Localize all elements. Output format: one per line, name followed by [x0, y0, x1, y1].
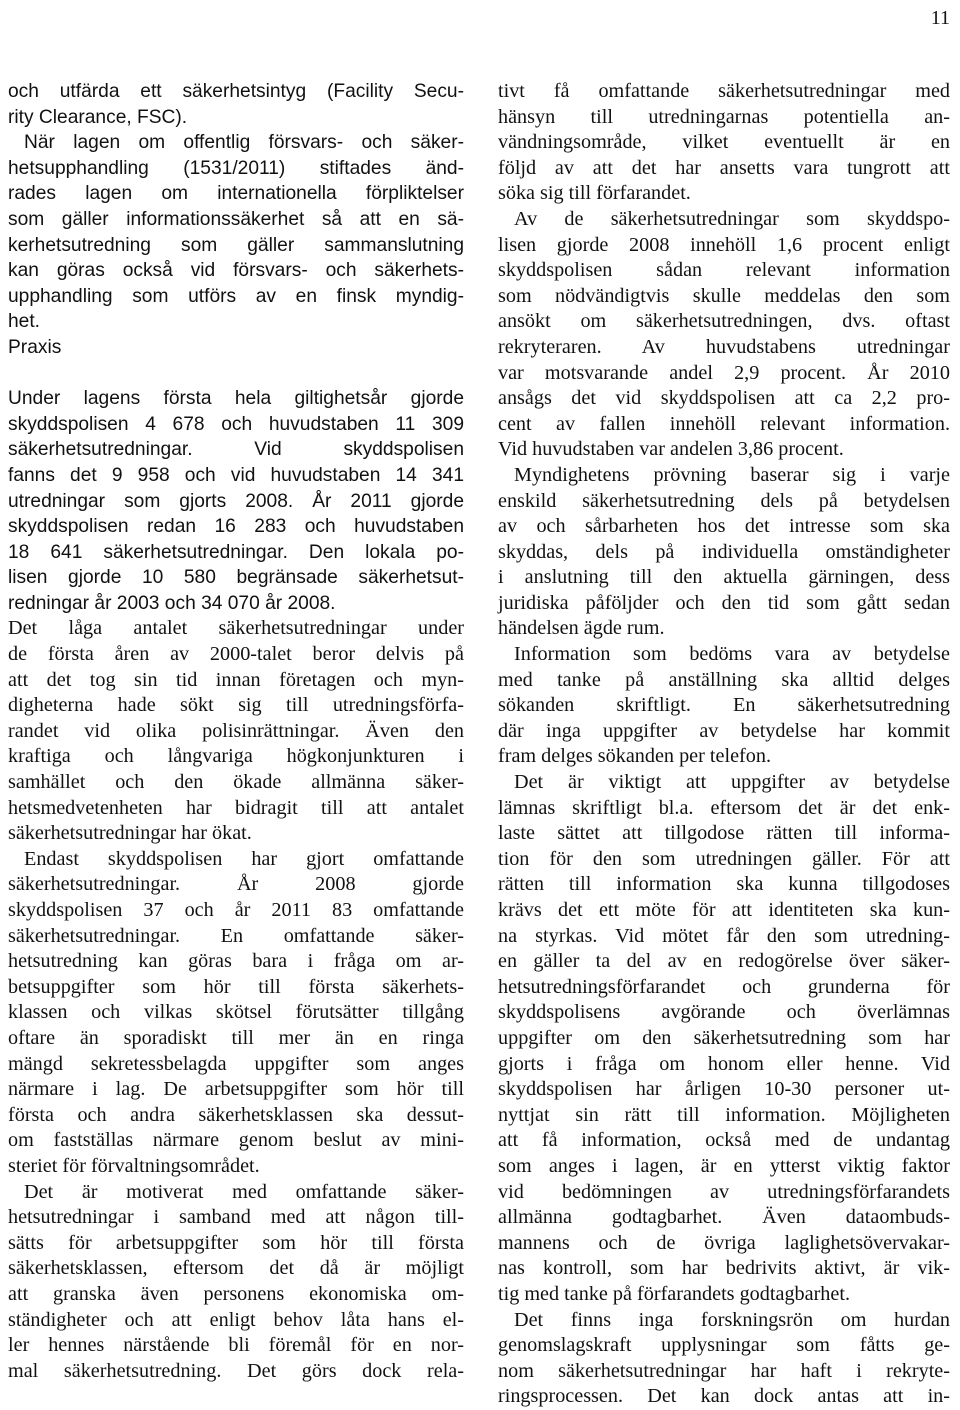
text-line: säkerhetsutredningar. Vid skyddspolisen — [8, 439, 464, 461]
text-line: rades lagen om internationella förpliktelser — [8, 183, 464, 205]
text-line: klassen och vilkas skötsel förutsätter tillgång — [8, 1001, 464, 1024]
text-line: närmare i lag. De arbetsuppgifter som hör till — [8, 1078, 464, 1101]
text-line: ansågs det vid skyddspolisen att ca 2,2 pro- — [498, 387, 950, 410]
text-line: rekryteraren. Av huvudstabens utredningar — [498, 335, 950, 358]
text-line: betsuppgifter som hör till första säkerhets- — [8, 975, 464, 998]
paragraph-spacer — [8, 361, 464, 387]
text-line: att det tog sin tid innan företagen och myn- — [8, 668, 464, 691]
text-line: där inga uppgifter av betydelse har kommit — [498, 719, 950, 742]
text-line: mal säkerhetsutredning. Det görs dock rela- — [8, 1359, 464, 1382]
text-line: i anslutning till den aktuella gärningen, dess — [498, 566, 950, 589]
text-line: Myndighetens prövning baserar sig i varje — [514, 463, 950, 486]
text-line: oftare än sporadiskt till mer än en ringa — [8, 1026, 464, 1049]
text-line: om fastställas närmare genom beslut av mini- — [8, 1129, 464, 1152]
text-line: randet vid olika polisinrättningar. Även den — [8, 719, 464, 742]
text-line: kraftiga och långvariga högkonjunkturen i — [8, 745, 464, 768]
text-line: steriet för förvaltningsområdet. — [8, 1154, 260, 1177]
text-line: ringsprocessen. Det kan dock antas att in- — [498, 1385, 950, 1408]
text-line: utredningar som gjorts 2008. År 2011 gjorde — [8, 490, 464, 512]
text-line: cent av fallen innehöll relevant information. — [498, 412, 950, 435]
text-line: som gäller informationssäkerhet så att en sä- — [8, 208, 464, 230]
text-line: vid bedömningen av utredningsförfarandets — [498, 1180, 950, 1203]
text-line: krävs det ett möte för att identiteten ska kun- — [498, 899, 950, 921]
text-line: tivt få omfattande säkerhetsutredningar med — [498, 80, 950, 102]
text-line: hetsmedvetenheten har bidragit till att antalet — [8, 796, 464, 819]
text-line: Under lagens första hela giltighetsår gjorde — [8, 388, 464, 410]
text-line: uppgifter om den säkerhetsutredning som har — [498, 1026, 950, 1049]
text-line: rity Clearance, FSC). — [8, 106, 188, 128]
text-line: Det är viktigt att uppgifter av betydelse — [514, 771, 950, 794]
text-line: na styrkas. Vid mötet får den som utredning- — [498, 924, 950, 947]
text-line: att få information, också med de undantag — [498, 1129, 950, 1152]
page-number: 11 — [930, 7, 950, 29]
text-line: med tanke på anställning ska alltid delges — [498, 668, 950, 691]
text-line: 18 641 säkerhetsutredningar. Den lokala po- — [8, 541, 464, 563]
text-line: lämnas skriftligt bl.a. eftersom det är det enk- — [498, 796, 950, 819]
text-line: de första åren av 2000-talet beror delvis på — [8, 643, 464, 666]
text-line: säkerhetsutredningar har ökat. — [8, 822, 252, 845]
text-line: hetsutredning kan göras bara i fråga om ar- — [8, 950, 464, 973]
text-line: digheterna hade sökt sig till utredningsförfa- — [8, 694, 464, 717]
text-line: vändningsområde, vilket eventuellt är en — [498, 131, 950, 154]
text-line: hänsyn till utredningarnas potentiella an- — [498, 105, 950, 128]
text-line: Endast skyddspolisen har gjort omfattande — [24, 847, 464, 870]
text-line: Vid huvudstaben var andelen 3,86 procent. — [498, 438, 844, 461]
text-line: Det finns inga forskningsrön om hurdan — [514, 1308, 950, 1331]
text-line: tig med tanke på förfarandets godtagbarhet. — [498, 1282, 851, 1305]
text-line: skyddspolisen 4 678 och huvudstaben 11 309 — [8, 413, 464, 435]
text-line: skyddspolisen har årligen 10-30 personer ut- — [498, 1078, 950, 1101]
text-line: gjorts i fråga om honom eller henne. Vid — [498, 1052, 950, 1075]
text-line: ständigheter och att enligt behov låta hans el- — [8, 1308, 464, 1331]
right-text-column — [498, 79, 950, 1410]
text-line: genomslagskraft upplysningar som fåtts ge- — [498, 1334, 950, 1357]
text-line: följd av att det har ansetts vara tungrott att — [498, 156, 950, 179]
text-line: laste sättet att tillgodose rätten till informa- — [498, 822, 950, 845]
text-line: ler hennes närstående bli föremål för en nor- — [8, 1334, 464, 1357]
text-line: av och sårbarheten hos det intresse som ska — [498, 515, 950, 538]
text-line: Information som bedöms vara av betydelse — [514, 643, 950, 666]
text-line: skyddspolisen redan 16 283 och huvudstaben — [8, 516, 464, 538]
text-line: tion för den som utredningen gäller. För att — [498, 847, 950, 870]
text-line: händelsen ägde rum. — [498, 617, 665, 640]
text-line: mannens och de övriga laglighetsövervakar- — [498, 1231, 950, 1254]
text-line: en gäller ta del av en redogörelse över säker- — [498, 950, 950, 973]
text-line: första och andra säkerhetsklassen ska dessut- — [8, 1103, 464, 1126]
text-line: nas kontroll, som har bedrivits aktivt, är vik- — [498, 1257, 950, 1280]
text-line: het. — [8, 311, 41, 333]
text-line: att granska även personens ekonomiska om- — [8, 1282, 464, 1305]
text-line: säkerhetsklassen, eftersom det då är möjligt — [8, 1257, 464, 1280]
text-line: söka sig till förfarandet. — [498, 182, 691, 205]
text-line: redningar år 2003 och 34 070 år 2008. — [8, 592, 336, 614]
text-line: När lagen om offentlig försvars- och säker- — [24, 132, 464, 154]
text-line: Det är motiverat med omfattande säker- — [24, 1180, 464, 1203]
text-line: lisen gjorde 10 580 begränsade säkerhetsut- — [8, 567, 464, 589]
text-line: skyddspolisen sådan relevant information — [498, 259, 950, 282]
text-line: sätts för arbetsuppgifter som hör till första — [8, 1231, 464, 1254]
text-line: samhället och den ökade allmänna säker- — [8, 771, 464, 794]
text-line: skyddspolisen 37 och år 2011 83 omfattande — [8, 899, 464, 921]
text-line: som nödvändigtvis skulle meddelas den som — [498, 284, 950, 307]
text-line: fanns det 9 958 och vid huvudstaben 14 341 — [8, 464, 464, 486]
text-line: juridiska påföljder och den tid som gått sedan — [498, 591, 950, 614]
text-line: säkerhetsutredningar. År 2008 gjorde — [8, 873, 464, 896]
text-line: sökanden skriftligt. En säkerhetsutredning — [498, 694, 950, 717]
text-line: som anges i lagen, är en ytterst viktig faktor — [498, 1154, 950, 1177]
text-line: och utfärda ett säkerhetsintyg (Facility Secu- — [8, 81, 464, 102]
text-line: mängd sekretessbelagda uppgifter som anges — [8, 1052, 464, 1075]
text-line: var motsvarande andel 2,9 procent. År 2010 — [498, 361, 950, 384]
section-heading: Praxis — [8, 336, 62, 358]
text-line: säkerhetsutredningar. En omfattande säker- — [8, 924, 464, 947]
text-line: skyddas, dels på individuella omständigheter — [498, 540, 950, 563]
text-line: ansökt om säkerhetsutredningen, dvs. oftast — [498, 310, 950, 333]
text-line: kan göras också vid försvars- och säkerhets- — [8, 260, 464, 282]
text-line: upphandling som utförs av en finsk myndig- — [8, 285, 464, 307]
text-line: fram delges sökanden per telefon. — [498, 745, 771, 768]
text-line: skyddspolisens avgörande och överlämnas — [498, 1001, 950, 1024]
text-line: Det låga antalet säkerhetsutredningar under — [8, 617, 464, 640]
text-line: enskild säkerhetsutredning dels på betydelsen — [498, 489, 950, 512]
left-text-column — [8, 79, 464, 1384]
text-line: nyttjat sin rätt till information. Möjligheten — [498, 1103, 950, 1126]
text-line: hetsutredningsförfarandet och grunderna för — [498, 975, 950, 998]
text-line: kerhetsutredning som gäller sammanslutning — [8, 234, 464, 256]
text-line: rätten till information ska kunna tillgodoses — [498, 873, 950, 896]
text-line: allmänna godtagbarhet. Även dataombuds- — [498, 1206, 950, 1229]
text-line: lisen gjorde 2008 innehöll 1,6 procent enligt — [498, 233, 950, 256]
text-line: hetsupphandling (1531/2011) stiftades änd- — [8, 157, 464, 179]
text-line: nom säkerhetsutredningar har haft i rekryte- — [498, 1359, 950, 1382]
text-line: hetsutredningar i samband med att någon till- — [8, 1206, 464, 1229]
text-line: Av de säkerhetsutredningar som skyddspo- — [514, 207, 950, 230]
